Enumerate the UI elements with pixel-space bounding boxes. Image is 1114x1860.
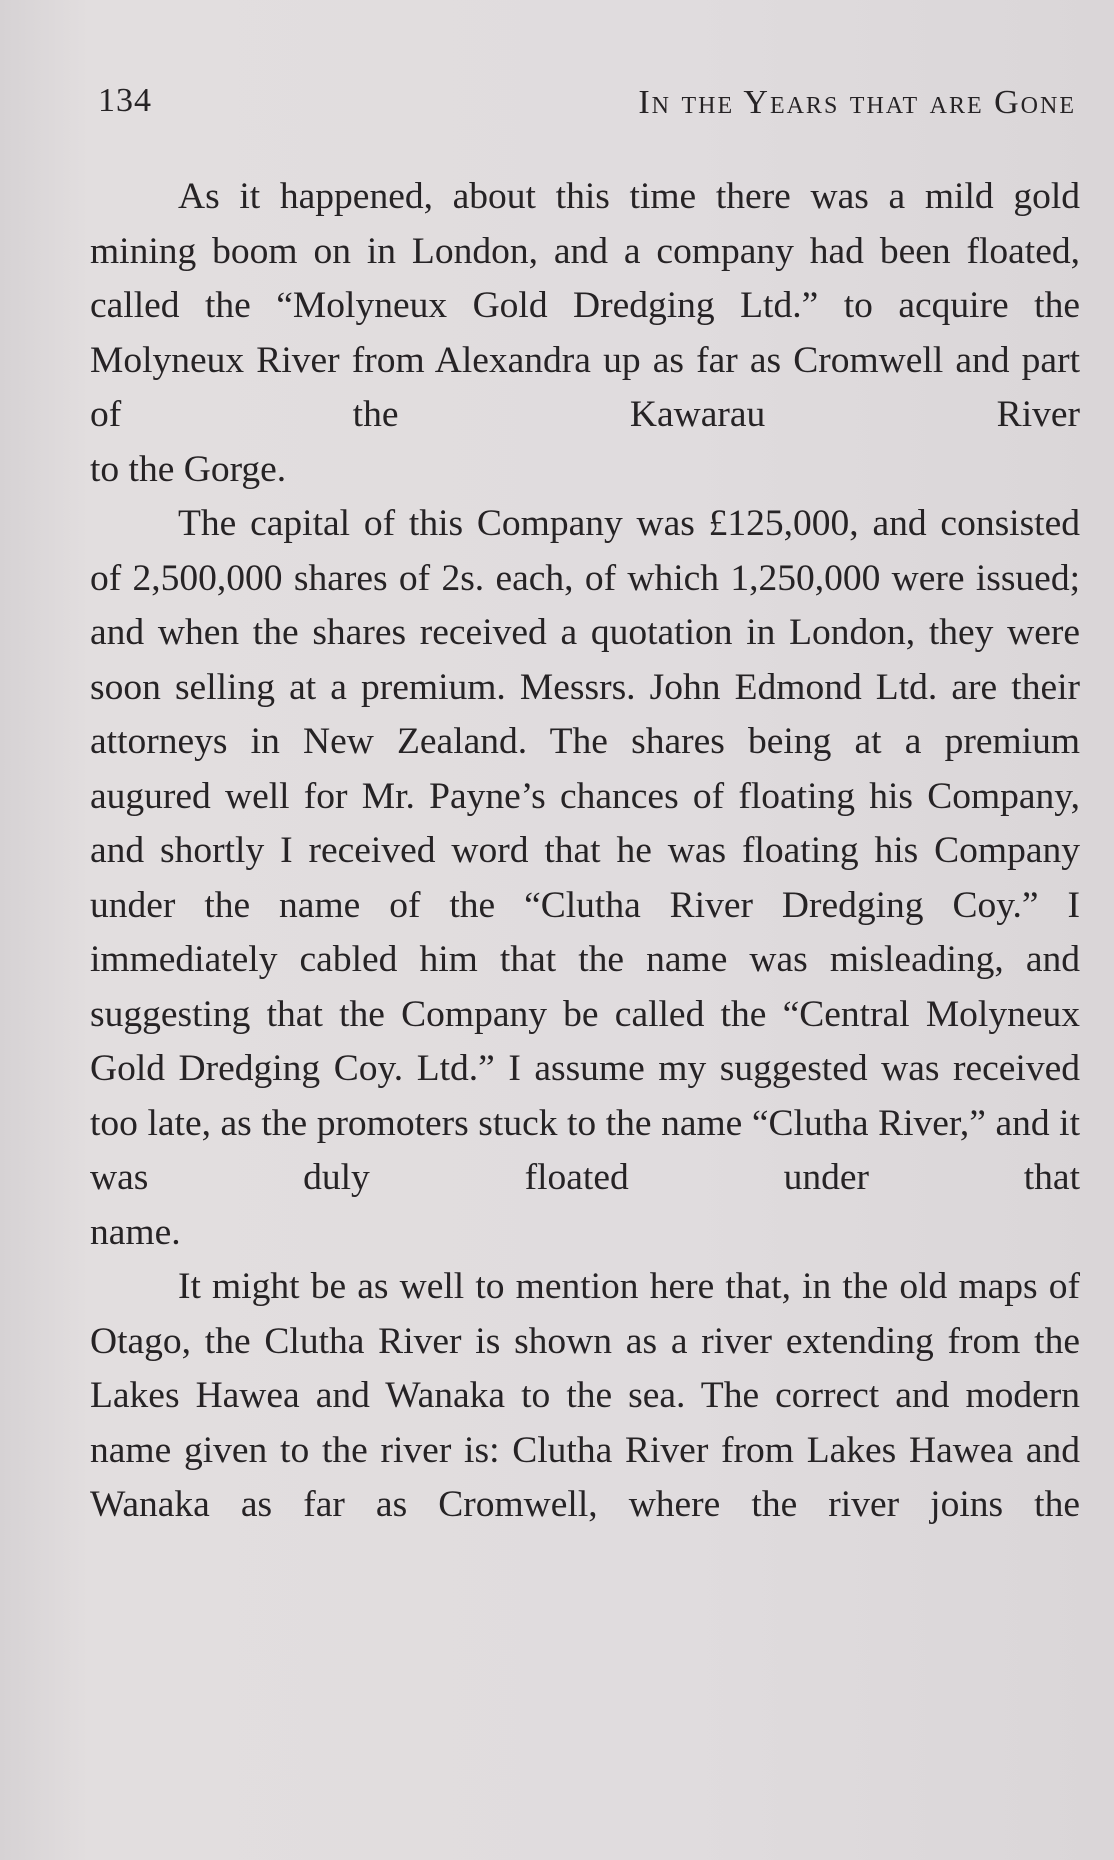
paragraph (90, 497, 1080, 1260)
paragraph-last-line: name. (90, 1211, 181, 1253)
paragraph-text: As it happened, about this time there was a mild gold mining boom on in London, and a company had been floated, called the “Molyneux Gold Dredging Ltd.” to acquire the Molyneux River from Alexandra up as far as Cromwell and part of the Kawarau River (90, 176, 1080, 435)
paragraph-text: It might be as well to mention here that, in the old maps of Otago, the Clutha River is shown as a river extending from the Lakes Hawea and Wanaka to the sea. The correct and modern name given to the river is: Clutha River from Lakes Hawea and Wanaka as far as Cromwell, where the river joins the (90, 1266, 1080, 1525)
body-text (90, 170, 1080, 1533)
running-title: In the Years that are Gone (638, 84, 1076, 121)
running-head (90, 82, 1076, 132)
paragraph (90, 1260, 1080, 1533)
paragraph (90, 170, 1080, 497)
paragraph-text: The capital of this Company was £125,000, and consisted of 2,500,000 shares of 2s. each, of which 1,250,000 were issued; and when the shares received a quotation in London, they were soon selling at a premium. Messrs. John Edmond Ltd. are their attorneys in New Zealand. The shares being at a premium augured well for Mr. Payne’s chances of floating his Company, and shortly I received word that he was floating his Company under the name of the “Clutha River Dredging Coy.” I immediately cabled him that the name was misleading, and suggesting that the Company be called the “Central Molyneux Gold Dredging Coy. Ltd.” I assume my suggested was received too late, as the promoters stuck to the name “Clutha River,” and it was duly floated under that (90, 503, 1080, 1198)
page-number: 134 (98, 82, 152, 119)
paragraph-last-line: to the Gorge. (90, 448, 287, 490)
